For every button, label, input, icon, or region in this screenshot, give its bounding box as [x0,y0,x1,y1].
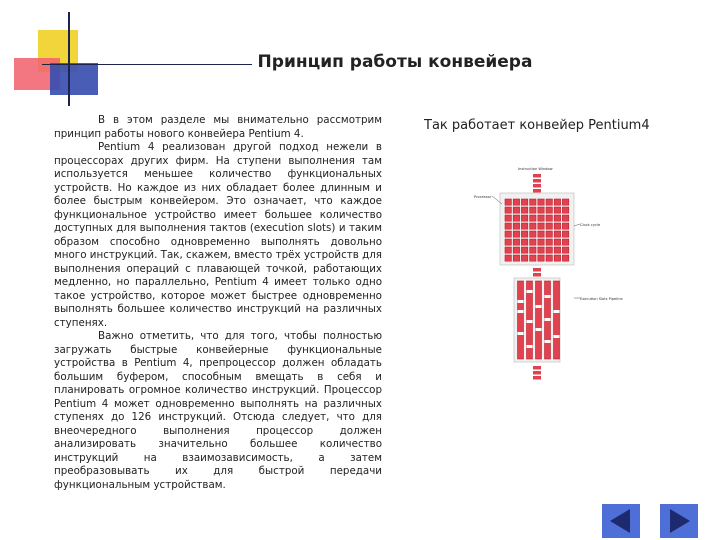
window-cell [521,247,527,253]
window-cell [530,231,536,237]
window-cell [505,223,511,229]
slide-body-text [54,114,382,492]
prev-slide-button[interactable] [602,504,640,538]
connector-cell [533,268,541,272]
window-cell [521,231,527,237]
window-cell [505,247,511,253]
window-cell [562,223,568,229]
window-cell [554,239,560,245]
output-cell [533,376,541,380]
window-cell [513,199,519,205]
window-cell [521,215,527,221]
window-cell [505,231,511,237]
window-cell [538,223,544,229]
window-cell [554,247,560,253]
window-cell [513,215,519,221]
window-cell [530,239,536,245]
window-cell [521,255,527,261]
paragraph-1: В в этом разделе мы внимательно рассмотрим принцип работы нового конвейера Pentium 4. [54,114,382,140]
window-cell [554,223,560,229]
window-cell [505,207,511,213]
feed-cell [533,179,541,183]
feed-cell [533,184,541,188]
execution-gap [545,340,551,343]
window-cell [521,199,527,205]
window-cell [562,199,568,205]
window-cell [505,239,511,245]
execution-gap [527,320,533,323]
window-cell [554,199,560,205]
window-cell [562,247,568,253]
window-cell [554,215,560,221]
window-cell [521,223,527,229]
window-cell [505,199,511,205]
window-cell [513,223,519,229]
window-cell [513,255,519,261]
diagram-caption: Так работает конвейер Pentium4 [424,118,650,133]
paragraph-2: Pentium 4 реализован другой подход нежели в процессорах других фирм. На ступени выполнения там используется меньшее количество функциональных устройств. Но каждое из них обладает более длинным и более быстрым конвейером. Это означает, что каждое функциональное устройство имеет большее количество доступных для выполнения тактов (execution slots) и таким образом способно одновременно выполнять довольно много инструкций. Так, скажем, вместо трёх устройств для выполнения операций с плавающей точкой, работающих медленно, но параллельно, Pentium 4 имеет только одно такое устройство, которое может быстрее одновременно выполнять большее количество инструкций на различных ступенях. [54,141,382,329]
window-cell [546,215,552,221]
window-cell [521,207,527,213]
window-cell [538,239,544,245]
paragraph-3: Важно отметить, что для того, чтобы полностью загружать быстрые конвейерные функциональные устройства в Pentium 4, препроцессор должен обладать большим буфером, способным вмещать в себя и планировать огромное количество инструкций. Процессор Pentium 4 может одновременно выполнять на различных ступенях до 126 инструкций. Отсюда следует, что для внеочередного выполнения процессор должен анализировать значительно большее количество инструкций на взаимозависимость, а затем преобразовывать их для быстрой передачи функциональным устройствам. [54,330,382,491]
window-cell [538,231,544,237]
execution-gap [518,300,524,303]
window-cell [538,199,544,205]
window-cell [513,247,519,253]
execution-column [518,281,524,359]
window-cell [562,255,568,261]
window-cell [530,207,536,213]
window-cell [546,255,552,261]
execution-gap [554,310,560,313]
decor-blue-square [50,63,98,95]
label-execution-slots: Execution Slots Pipeline [580,297,623,301]
execution-gap [518,310,524,313]
window-cell [530,215,536,221]
feed-cell [533,189,541,193]
execution-gap [554,335,560,338]
label-instruction-window: Instruction Window [518,167,553,171]
execution-gap [536,328,542,331]
execution-gap [527,290,533,293]
window-cell [521,239,527,245]
window-cell [562,207,568,213]
window-cell [530,247,536,253]
window-cell [513,239,519,245]
window-cell [513,207,519,213]
execution-column [554,281,560,359]
window-cell [530,255,536,261]
window-cell [546,223,552,229]
execution-gap [518,332,524,335]
window-cell [554,255,560,261]
decor-vertical-line [68,12,70,106]
label-processor: Processor [474,195,492,199]
window-cell [546,239,552,245]
window-cell [554,207,560,213]
execution-gap [545,295,551,298]
decor-horizontal-line [42,64,252,65]
execution-gap [527,345,533,348]
window-cell [505,215,511,221]
window-cell [546,199,552,205]
label-clock-cycle: Clock cycle [580,223,601,227]
execution-column [536,281,542,359]
triangle-right-icon [660,504,698,538]
triangle-left-icon [602,504,640,538]
window-cell [554,231,560,237]
window-cell [538,215,544,221]
window-cell [562,231,568,237]
window-cell [538,207,544,213]
window-cell [530,223,536,229]
output-cell [533,371,541,375]
window-cell [562,215,568,221]
window-cell [546,231,552,237]
execution-gap [536,305,542,308]
window-cell [546,247,552,253]
pipeline-diagram-svg [470,160,623,390]
pipeline-diagram [470,160,623,390]
output-cell [533,366,541,370]
window-cell [530,199,536,205]
execution-gap [545,318,551,321]
connector-cell [533,273,541,277]
window-cell [538,255,544,261]
window-cell [538,247,544,253]
window-cell [513,231,519,237]
slide-title: Принцип работы конвейера [257,52,533,72]
window-cell [546,207,552,213]
next-slide-button[interactable] [660,504,698,538]
window-cell [505,255,511,261]
window-cell [562,239,568,245]
feed-cell [533,174,541,178]
